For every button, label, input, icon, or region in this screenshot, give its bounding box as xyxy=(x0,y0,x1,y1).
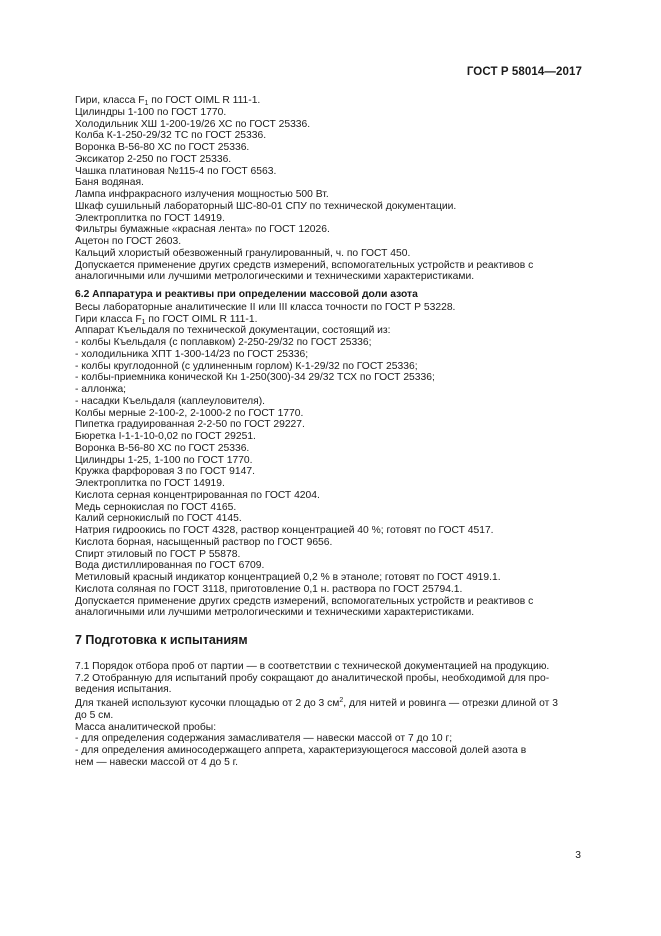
list-item: Кислота соляная по ГОСТ 3118, приготовление 0,1 н. раствора по ГОСТ 25794.1. xyxy=(75,583,463,595)
list-item: Шкаф сушильный лабораторный ШС-80-01 СПУ по технической документации. xyxy=(75,200,457,212)
equipment-list-1 xyxy=(75,95,583,260)
list-item: - аллонжа; xyxy=(75,384,127,395)
list-item: Баня водяная. xyxy=(75,177,144,189)
list-item: Электроплитка по ГОСТ 14919. xyxy=(75,212,225,224)
list-item: Вода дистиллированная по ГОСТ 6709. xyxy=(75,560,265,572)
list-item: Ацетон по ГОСТ 2603. xyxy=(75,236,182,247)
list-item: Аппарат Къельдаля по технической документации, состоящий из: xyxy=(75,325,391,337)
section-heading-6-2: 6.2 Аппаратура и реактивы при определении массовой доли азота xyxy=(75,289,418,300)
paragraph-sample-size-line2: до 5 см. xyxy=(75,709,114,721)
list-item: Натрия гидроокись по ГОСТ 4328, раствор концентрацией 40 %; готовят по ГОСТ 4517. xyxy=(75,525,494,536)
paragraph-mass-item-2-line2: нем — навески массой от 4 до 5 г. xyxy=(75,756,239,768)
list-item: Чашка платиновая №115-4 по ГОСТ 6563. xyxy=(75,165,277,177)
paragraph-line: Допускается применение других средств измерений, вспомогательных устройств и реактивов с xyxy=(75,595,534,607)
list-item: Пипетка градуированная 2-2-50 по ГОСТ 29227. xyxy=(75,419,305,431)
document-body xyxy=(75,95,583,769)
list-item: - насадки Къельдаля (каплеуловителя). xyxy=(75,395,266,407)
list-item: Эксикатор 2-250 по ГОСТ 25336. xyxy=(75,153,232,165)
list-item: Весы лабораторные аналитические II или III класса точности по ГОСТ Р 53228. xyxy=(75,301,456,313)
list-item: Бюретка I-1-1-10-0,02 по ГОСТ 29251. xyxy=(75,431,256,442)
list-item: Кальций хлористый обезвоженный гранулированный, ч. по ГОСТ 450. xyxy=(75,247,411,259)
list-item: Гири, класса $F_1$ по ГОСТ OIML R 111-1. xyxy=(75,95,261,107)
list-item: Воронка В-56-80 ХС по ГОСТ 25336. xyxy=(75,142,250,153)
paragraph-7-1: 7.1 Порядок отбора проб от партии — в соответствии с технической документацией на продукцию. xyxy=(75,660,550,672)
paragraph-7-2-line1: 7.2 Отобранную для испытаний пробу сокращают до аналитической пробы, необходимой для про- xyxy=(75,672,550,684)
list-item: - колбы Къельдаля (с поплавком) 2-250-29/32 по ГОСТ 25336; xyxy=(75,337,372,348)
list-item: Электроплитка по ГОСТ 14919. xyxy=(75,478,225,489)
list-item: Калий сернокислый по ГОСТ 4145. xyxy=(75,513,242,525)
list-item: Метиловый красный индикатор концентрацией 0,2 % в этаноле; готовят по ГОСТ 4919.1. xyxy=(75,572,501,583)
list-item: - колбы-приемника конической Кн 1-250(300)-34 29/32 ТСХ по ГОСТ 25336; xyxy=(75,372,435,384)
page-number: 3 xyxy=(575,850,581,861)
paragraph-mass-item-1: - для определения содержания замасливателя — навески массой от 7 до 10 г; xyxy=(75,733,453,745)
list-item: Холодильник ХШ 1-200-19/26 ХС по ГОСТ 25336. xyxy=(75,118,311,130)
list-item: Кружка фарфоровая 3 по ГОСТ 9147. xyxy=(75,466,255,478)
paragraph-sample-size-line1: Для тканей используют кусочки площадью от 2 до 3 $см^2$, для нитей и ровинга — отрезки длиной от 3 xyxy=(75,697,558,709)
list-item: Спирт этиловый по ГОСТ Р 55878. xyxy=(75,548,241,560)
list-item: Колбы мерные 2-100-2, 2-1000-2 по ГОСТ 1770. xyxy=(75,407,304,419)
list-item: Колба К-1-250-29/32 ТС по ГОСТ 25336. xyxy=(75,130,267,142)
list-item: Кислота борная, насыщенный раствор по ГОСТ 9656. xyxy=(75,536,333,548)
equipment-list-2 xyxy=(75,302,583,596)
list-item: Лампа инфракрасного излучения мощностью 500 Вт. xyxy=(75,189,329,200)
paragraph-line: аналогичными или лучшими метрологическими и техническими характеристиками. xyxy=(75,607,475,619)
list-item: Гири класса $F_1$ по ГОСТ OIML R 111-1. xyxy=(75,313,258,326)
paragraph-line: Допускается применение других средств измерений, вспомогательных устройств и реактивов с xyxy=(75,259,534,271)
document-header: ГОСТ Р 58014—2017 xyxy=(466,66,582,78)
list-item: Фильтры бумажные «красная лента» по ГОСТ 12026. xyxy=(75,224,330,236)
list-item: - колбы круглодонной (с удлиненным горлом) К-1-29/32 по ГОСТ 25336; xyxy=(75,360,418,372)
list-item: Цилиндры 1-25, 1-100 по ГОСТ 1770. xyxy=(75,454,253,466)
paragraph-mass-intro: Масса аналитической пробы: xyxy=(75,721,217,733)
section-heading-7: 7 Подготовка к испытаниям xyxy=(75,633,248,647)
list-item: - холодильника ХПТ 1-300-14/23 по ГОСТ 25336; xyxy=(75,348,309,360)
list-item: Цилиндры 1-100 по ГОСТ 1770. xyxy=(75,106,227,118)
paragraph-mass-item-2-line1: - для определения аминосодержащего аппрета, характеризующегося массовой долей азота в xyxy=(75,745,527,756)
paragraph-7-2-line2: ведения испытания. xyxy=(75,684,172,696)
list-item: Кислота серная концентрированная по ГОСТ 4204. xyxy=(75,489,320,501)
list-item: Медь сернокислая по ГОСТ 4165. xyxy=(75,501,237,513)
paragraph-line: аналогичными или лучшими метрологическими и техническими характеристиками. xyxy=(75,271,475,283)
list-item: Воронка В-56-80 ХС по ГОСТ 25336. xyxy=(75,442,250,454)
